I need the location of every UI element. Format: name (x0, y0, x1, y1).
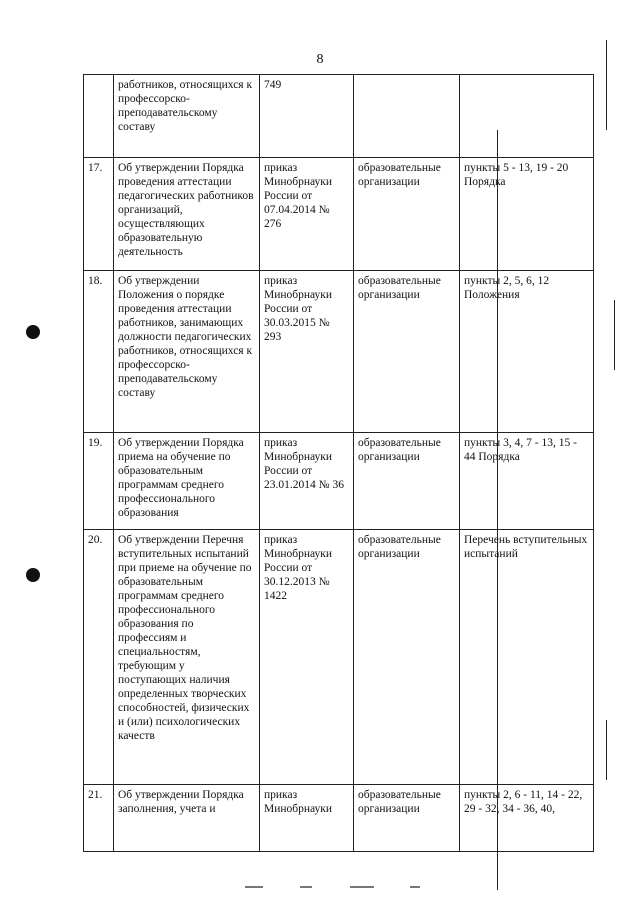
page-number: 8 (316, 52, 324, 67)
row-number: 19. (84, 433, 114, 530)
legal-act: приказ Минобрнауки России от 23.01.2014 № 36 (260, 433, 354, 530)
document-name: Об утверждении Порядка проведения аттестации педагогических работников организаций, осуществляющих образовательную деятельность (114, 158, 260, 271)
requirements: Перечень вступительных испытаний (460, 530, 594, 785)
legal-act: приказ Минобрнауки России от 30.03.2015 № 293 (260, 271, 354, 433)
requirements: пункты 3, 4, 7 - 13, 15 - 44 Порядка (460, 433, 594, 530)
scan-artifact-line (606, 40, 607, 130)
table-row (84, 530, 594, 785)
subjects: образовательные организации (354, 433, 460, 530)
legal-act: приказ Минобрнауки России от 07.04.2014 № 276 (260, 158, 354, 271)
document-name: Об утверждении Положения о порядке проведения аттестации работников, занимающих должности педагогических работников, относящихся к профессорско-преподавательскому составу (114, 271, 260, 433)
table-row (84, 785, 594, 852)
binder-hole (26, 568, 40, 582)
subjects: образовательные организации (354, 271, 460, 433)
legal-act: приказ Минобрнауки (260, 785, 354, 852)
table-row (84, 75, 594, 158)
regulations-table (83, 74, 594, 852)
subjects: образовательные организации (354, 158, 460, 271)
document-name: Об утверждении Перечня вступительных испытаний при приеме на обучение по образовательным программам среднего профессионального образования по профессиям и специальностям, требующим у поступающих наличия определенных творческих способностей, физических и (или) психологических качеств (114, 530, 260, 785)
row-number: 17. (84, 158, 114, 271)
table-row (84, 433, 594, 530)
document-name: Об утверждении Порядка приема на обучение по образовательным программам среднего профессионального образования (114, 433, 260, 530)
row-number: 18. (84, 271, 114, 433)
scan-speck (245, 886, 263, 888)
requirements: пункты 2, 5, 6, 12 Положения (460, 271, 594, 433)
table-row (84, 158, 594, 271)
document-name: Об утверждении Порядка заполнения, учета и (114, 785, 260, 852)
subjects: образовательные организации (354, 785, 460, 852)
row-number: 20. (84, 530, 114, 785)
subjects (354, 75, 460, 158)
scan-artifact-line (606, 720, 607, 780)
document-name: работников, относящихся к профессорско-преподавательскому составу (114, 75, 260, 158)
requirements: пункты 2, 6 - 11, 14 - 22, 29 - 32, 34 - 36, 40, (460, 785, 594, 852)
scan-speck (300, 886, 312, 888)
subjects: образовательные организации (354, 530, 460, 785)
row-number (84, 75, 114, 158)
binder-hole (26, 325, 40, 339)
scan-speck (410, 886, 420, 888)
legal-act: 749 (260, 75, 354, 158)
row-number: 21. (84, 785, 114, 852)
table-row (84, 271, 594, 433)
scan-artifact-line (614, 300, 615, 370)
requirements (460, 75, 594, 158)
scan-speck (350, 886, 374, 888)
legal-act: приказ Минобрнауки России от 30.12.2013 № 1422 (260, 530, 354, 785)
requirements: пункты 5 - 13, 19 - 20 Порядка (460, 158, 594, 271)
